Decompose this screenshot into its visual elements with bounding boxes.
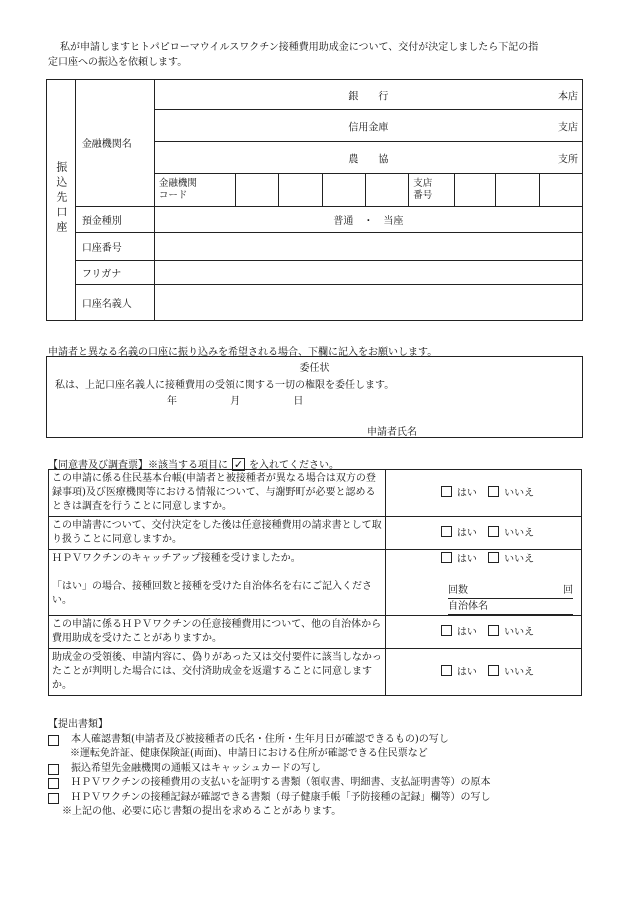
- shinkin-row[interactable]: [154, 110, 582, 142]
- document-item-4: ＨＰＶワクチンの接種記録が確認できる書類（母子健康手帳「予防接種の記録」欄等）の写し: [48, 791, 491, 806]
- consent-row-2: [49, 517, 582, 550]
- municipality-field[interactable]: 自治体名: [448, 600, 573, 615]
- branch-number-digit-3[interactable]: [539, 174, 582, 206]
- institution-code-digit-2[interactable]: [279, 174, 322, 206]
- branch-number-digit-1[interactable]: [454, 174, 495, 206]
- bank-suffix: 本店: [558, 91, 578, 103]
- documents-heading: 【提出書類】: [48, 719, 108, 730]
- consent-table: [48, 469, 582, 696]
- applicant-name-label: 申請者氏名: [367, 427, 417, 438]
- consent-row-5: [49, 649, 582, 696]
- check-mark-icon: ✓: [233, 458, 244, 471]
- delegation-title: 委任状: [299, 363, 330, 374]
- answer-1[interactable]: はい いいえ: [386, 470, 582, 517]
- answer-2[interactable]: はい いいえ: [386, 517, 582, 550]
- noukyou-suffix: 支所: [558, 154, 578, 166]
- institution-code-digit-3[interactable]: [322, 174, 365, 206]
- required-documents: [48, 718, 491, 820]
- account-number-label: 口座番号: [75, 232, 154, 260]
- institution-label: 金融機関名: [75, 80, 154, 207]
- documents-final-note: ※上記の他、必要に応じ書類の提出を求めることがあります。: [62, 806, 342, 817]
- intro-line-1: 私が申請しますヒトパピローマウイルスワクチン接種費用助成金について、交付が決定しましたら下記の指: [60, 42, 539, 53]
- transfer-vertical-label: 振込先口座: [47, 80, 76, 321]
- no-checkbox[interactable]: [488, 526, 499, 537]
- shinkin-suffix: 支店: [558, 122, 578, 134]
- delegation-date[interactable]: [167, 392, 353, 407]
- year-label: 年: [167, 396, 177, 407]
- checkbox-icon: [48, 793, 59, 804]
- consent-row-1: [49, 470, 582, 517]
- deposit-type-label: 預金種別: [75, 206, 154, 232]
- noukyou-label: 農 協: [348, 154, 389, 166]
- institution-code-digit-1[interactable]: [235, 174, 278, 206]
- day-label: 日: [293, 396, 304, 407]
- transfer-account-table: [46, 79, 583, 321]
- yes-checkbox[interactable]: [441, 526, 452, 537]
- account-holder-field[interactable]: [154, 284, 582, 320]
- noukyou-row[interactable]: [154, 142, 582, 174]
- dose-count-field[interactable]: 回数 回: [448, 584, 573, 599]
- document-item-2: 振込希望先金融機関の通帳又はキャッシュカードの写し: [48, 762, 491, 777]
- no-checkbox[interactable]: [488, 486, 499, 497]
- consent-heading: 【同意書及び調査票】※該当する項目に ✓ を入れてください。: [48, 458, 339, 471]
- question-2: この申請書について、交付決定をした後は任意接種費用の請求書として取り扱うことに同意しますか。: [49, 517, 386, 550]
- deposit-type-options[interactable]: 普通 ・ 当座: [154, 206, 582, 232]
- checkbox-icon: [48, 735, 59, 746]
- institution-code-label: 金融機関 コード: [154, 174, 235, 206]
- no-checkbox[interactable]: [488, 665, 499, 676]
- intro-text: [48, 40, 588, 70]
- answer-3[interactable]: はい いいえ 回数 回 自治体名: [386, 550, 582, 616]
- consent-row-3: [49, 550, 582, 616]
- answer-4[interactable]: はい いいえ: [386, 616, 582, 649]
- no-checkbox[interactable]: [488, 625, 499, 636]
- account-number-field[interactable]: [154, 232, 582, 260]
- month-label: 月: [230, 396, 241, 407]
- yes-checkbox[interactable]: [441, 552, 452, 563]
- shinkin-label: 信用金庫: [348, 122, 389, 134]
- checkbox-icon: [48, 778, 59, 789]
- document-item-1: 本人確認書類(申請者及び被接種者の氏名・住所・生年月日が確認できるもの)の写し: [48, 733, 491, 748]
- answer-5[interactable]: はい いいえ: [386, 649, 582, 696]
- delegation-box: [46, 356, 583, 438]
- bank-row[interactable]: [154, 80, 582, 110]
- branch-number-label: 支店 番号: [409, 174, 455, 206]
- document-item-1-note: ※運転免許証、健康保険証(両面)、申請日における住所が確認できる住民票など: [70, 748, 428, 759]
- question-1: この申請に係る住民基本台帳(申請者と被接種者が異なる場合は双方の登録事項)及び医療機関等における情報について、与謝野町が必要と認めるときは調査を行うことに同意しますか。: [49, 470, 386, 517]
- checkbox-icon: [48, 764, 59, 775]
- question-3: ＨＰＶワクチンのキャッチアップ接種を受けましたか。 「はい」の場合、接種回数と接種を受けた自治体名を右にご記入ください。: [49, 550, 386, 616]
- institution-code-digit-4[interactable]: [365, 174, 408, 206]
- yes-checkbox[interactable]: [441, 486, 452, 497]
- account-holder-label: 口座名義人: [75, 284, 154, 320]
- furigana-label: フリガナ: [75, 260, 154, 284]
- furigana-field[interactable]: [154, 260, 582, 284]
- intro-line-2: 定口座への振込を依頼します。: [48, 57, 188, 68]
- yes-checkbox[interactable]: [441, 665, 452, 676]
- delegation-body: 私は、上記口座名義人に接種費用の受領に関する一切の権限を委任します。: [55, 380, 395, 391]
- question-5: 助成金の受領後、申請内容に、偽りがあった又は交付要件に該当しなかったことが判明した場合には、交付済助成金を返還することに同意しますか。: [49, 649, 386, 696]
- document-item-3: ＨＰＶワクチンの接種費用の支払いを証明する書類（領収書、明細書、支払証明書等）の原本: [48, 776, 491, 791]
- bank-label: 銀 行: [348, 91, 389, 103]
- branch-number-digit-2[interactable]: [496, 174, 539, 206]
- consent-row-4: [49, 616, 582, 649]
- delegation-note: 申請者と異なる名義の口座に振り込みを希望される場合、下欄に記入をお願いします。: [48, 347, 438, 358]
- question-4: この申請に係るＨＰＶワクチンの任意接種費用について、他の自治体から費用助成を受けたことがありますか。: [49, 616, 386, 649]
- yes-checkbox[interactable]: [441, 625, 452, 636]
- no-checkbox[interactable]: [488, 552, 499, 563]
